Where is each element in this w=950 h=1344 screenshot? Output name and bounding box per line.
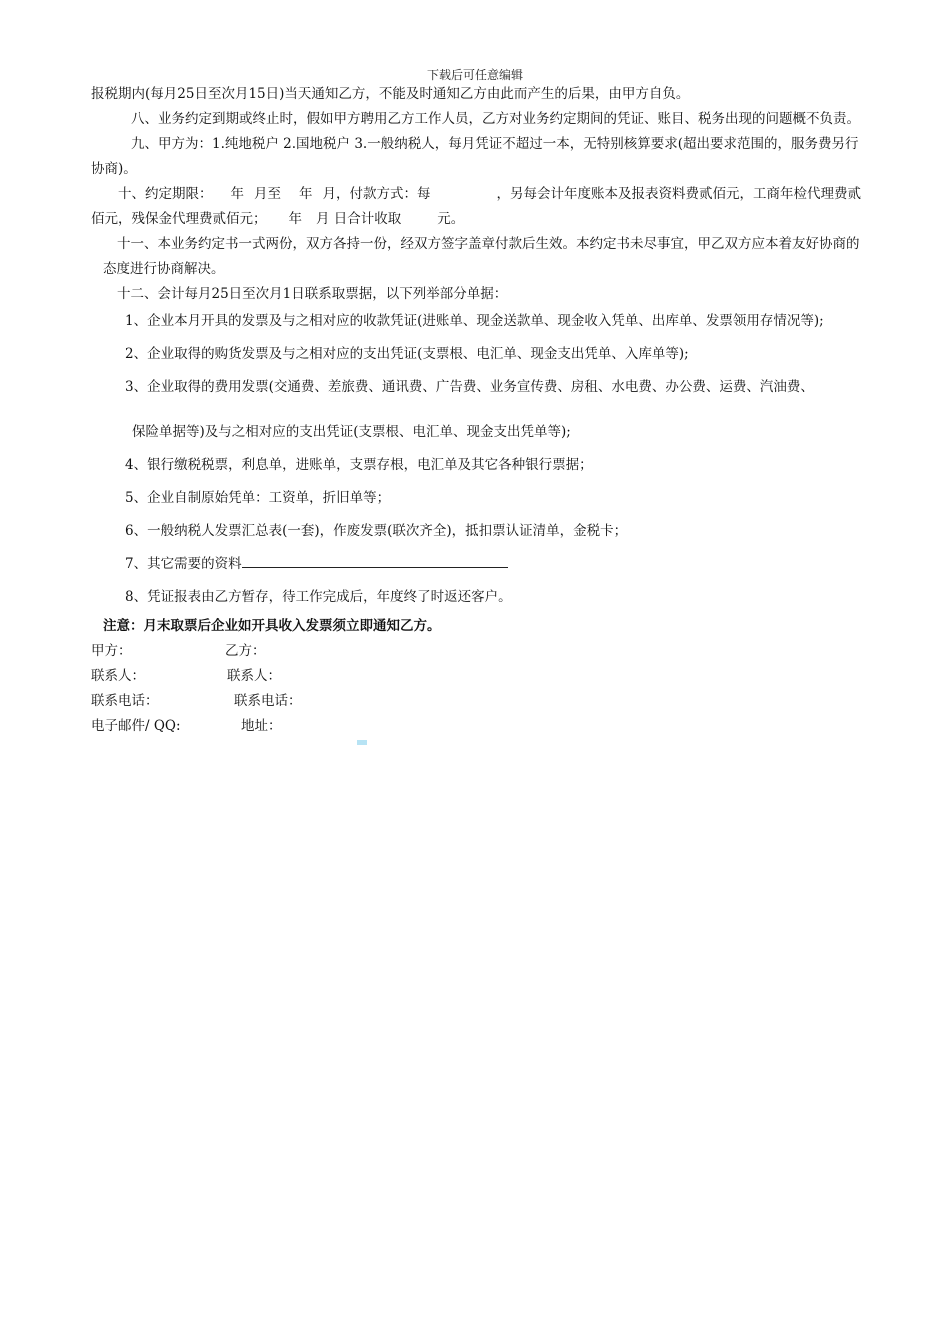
year-label-2: 年 <box>299 186 313 202</box>
phone-a-label: 联系电话： <box>91 693 159 709</box>
party-b-label: 乙方： <box>225 643 266 659</box>
list-item: 6、一般纳税人发票汇总表(一套)，作废发票(联次齐全)，抵扣票认证清单，金税卡； <box>125 523 628 539</box>
yuan-label: 元。 <box>437 211 465 227</box>
email-a-label: 电子邮件/ QQ: <box>91 718 181 734</box>
list-item: 8、凭证报表由乙方暂存，待工作完成后，年度终了时返还客户。 <box>125 589 512 605</box>
signature-row-party <box>91 639 866 664</box>
list-item: 1、企业本月开具的发票及与之相对应的收款凭证(进账单、现金送款单、现金收入凭单、出库单、发票领用存情况等); <box>125 313 824 329</box>
list-item: 4、银行缴税税票，利息单，进账单，支票存根，电汇单及其它各种银行票据； <box>125 457 593 473</box>
paragraph-9: 九、甲方为：1.纯地税户 2.国地税户 3.一般纳税人，每月凭证不超过一本，无特别核算要求(超出要求范围的，服务费另行协商)。 <box>91 136 859 177</box>
term-label: 十、约定期限： <box>118 186 213 202</box>
paragraph-tax-period: 报税期内(每月25日至次月15日)当天通知乙方，不能及时通知乙方由此而产生的后果，由甲方自负。 <box>91 86 690 102</box>
cursor-marker <box>357 740 367 745</box>
signature-row-email <box>91 714 866 739</box>
paragraph-8: 八、业务约定到期或终止时，假如甲方聘用乙方工作人员，乙方对业务约定期间的凭证、账目、税务出现的问题概不负责。 <box>131 111 860 127</box>
year-label-3: 年 <box>288 211 302 227</box>
paragraph-12: 十二、会计每月25日至次月1日联系取票据，以下列举部分单据： <box>117 286 508 302</box>
contact-a-label: 联系人： <box>91 668 145 684</box>
paragraph-11: 十一、本业务约定书一式两份，双方各持一份，经双方签字盖章付款后生效。本约定书未尽事宜，甲乙双方应本着友好协商的态度进行协商解决。 <box>103 236 860 277</box>
list-item: 3、企业取得的费用发票(交通费、差旅费、通讯费、广告费、业务宣传费、房租、水电费、办公费、运费、汽油费、 <box>125 379 814 395</box>
signature-row-phone <box>91 689 866 714</box>
notice: 注意：月末取票后企业如开具收入发票须立即通知乙方。 <box>103 618 441 634</box>
total-collected-label: 月 日合计收取 <box>316 211 402 227</box>
page-header: 下载后可任意编辑 <box>426 68 523 82</box>
signature-row-contact <box>91 664 866 689</box>
list-item-continuation: 保险单据等)及与之相对应的支出凭证(支票根、电汇单、现金支出凭单等); <box>132 424 571 440</box>
fee-terms: ，另每会计年度账本及报表资料费贰佰元，工商年检代理费贰佰元，残保金代理费贰佰元； <box>91 186 861 227</box>
document-body <box>91 82 866 739</box>
contact-b-label: 联系人： <box>227 668 281 684</box>
list-item-other-materials <box>91 552 866 577</box>
month-to-label: 月至 <box>254 186 281 202</box>
year-label: 年 <box>230 186 244 202</box>
list-item-label: 7、其它需要的资料 <box>125 556 242 572</box>
payment-method-label: 月，付款方式：每 <box>322 186 431 202</box>
fill-in-line <box>242 553 508 568</box>
list-item: 2、企业取得的购货发票及与之相对应的支出凭证(支票根、电汇单、现金支出凭单、入库单等); <box>125 346 689 362</box>
party-a-label: 甲方： <box>91 643 132 659</box>
list-item: 5、企业自制原始凭单：工资单，折旧单等； <box>125 490 391 506</box>
phone-b-label: 联系电话： <box>234 693 302 709</box>
address-b-label: 地址： <box>241 718 282 734</box>
paragraph-10 <box>91 182 866 232</box>
